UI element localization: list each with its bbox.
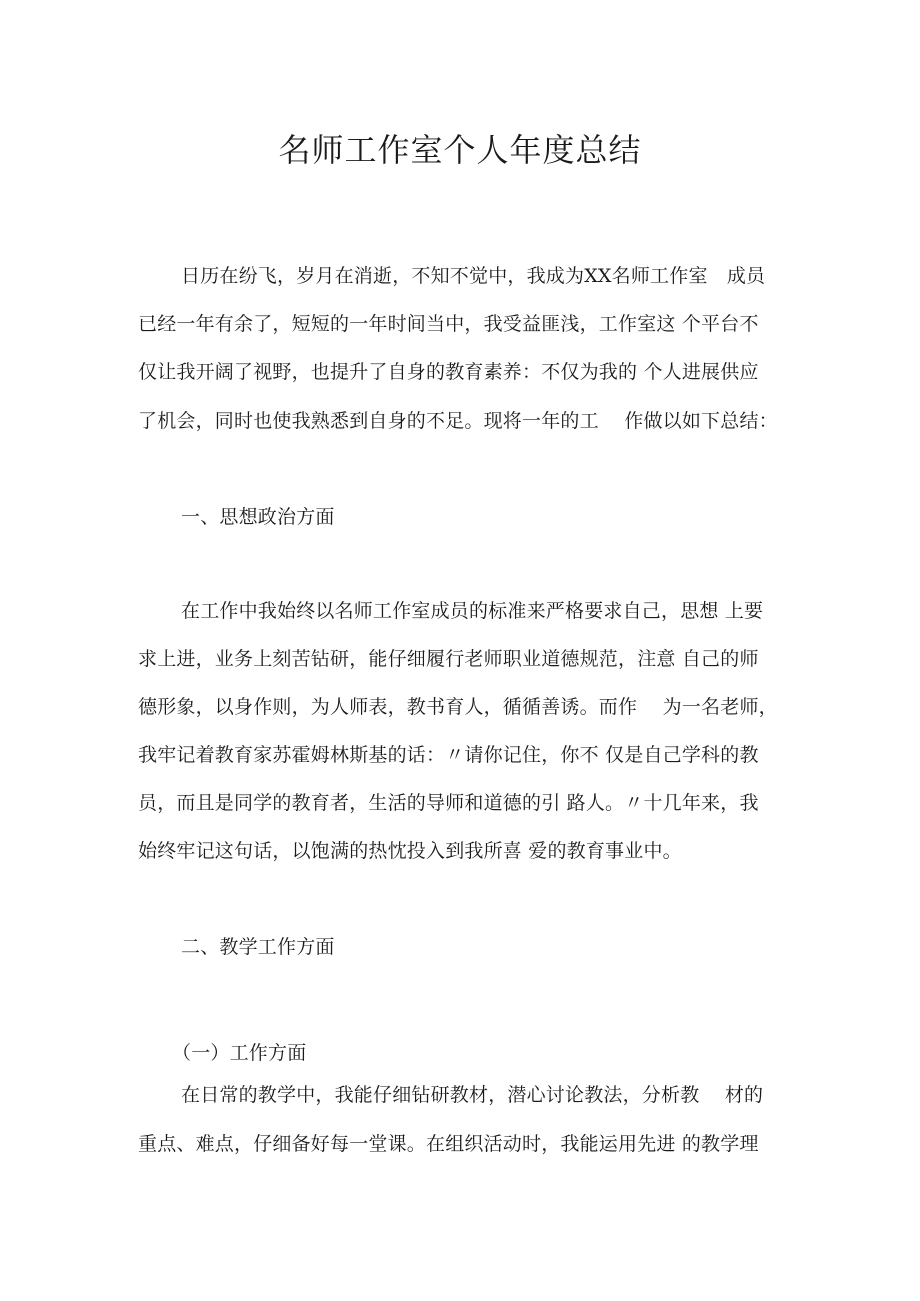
section-heading-political: 一、思想政治方面 bbox=[181, 506, 335, 528]
subsection-heading-work: （一）工作方面 bbox=[172, 1042, 307, 1064]
intro-line-1: 日历在纷飞，岁月在消逝，不知不觉中，我成为XX名师工作室 成员 bbox=[181, 265, 766, 287]
section1-line-6: 始终牢记这句话，以饱满的热忱投入到我所喜 爱的教育事业中。 bbox=[138, 840, 682, 862]
intro-line-2: 已经一年有余了，短短的一年时间当中，我受益匪浅，工作室这 个平台不 bbox=[138, 313, 759, 335]
section1-line-1: 在工作中我始终以名师工作室成员的标准来严格要求自己，思想 上要 bbox=[181, 600, 764, 622]
section1-line-5: 员，而且是同学的教育者，生活的导师和道德的引 路人。〃十几年来，我 bbox=[138, 792, 759, 814]
section1-line-3: 德形象，以身作则，为人师表，教书育人，循循善诱。而作 为一名老师， bbox=[138, 696, 778, 718]
section1-line-4: 我牢记着教育家苏霍姆林斯基的话：〃请你记住，你不 仅是自己学科的教 bbox=[138, 744, 759, 766]
section1-line-2: 求上进，业务上刻苦钻研，能仔细履行老师职业道德规范，注意 自己的师 bbox=[138, 648, 759, 670]
intro-line-4: 了机会，同时也使我熟悉到自身的不足。现将一年的工 作做以如下总结： bbox=[138, 410, 778, 432]
document-title: 名师工作室个人年度总结 bbox=[278, 131, 642, 169]
section2-line-2: 重点、难点，仔细备好每一堂课。在组织活动时，我能运用先进 的教学理 bbox=[138, 1133, 759, 1155]
intro-line-3: 仅让我开阔了视野，也提升了自身的教育素养：不仅为我的 个人进展供应 bbox=[138, 361, 759, 383]
section2-line-1: 在日常的教学中，我能仔细钻研教材，潜心讨论教法，分析教 材的 bbox=[181, 1084, 764, 1106]
section-heading-teaching: 二、教学工作方面 bbox=[181, 936, 335, 958]
